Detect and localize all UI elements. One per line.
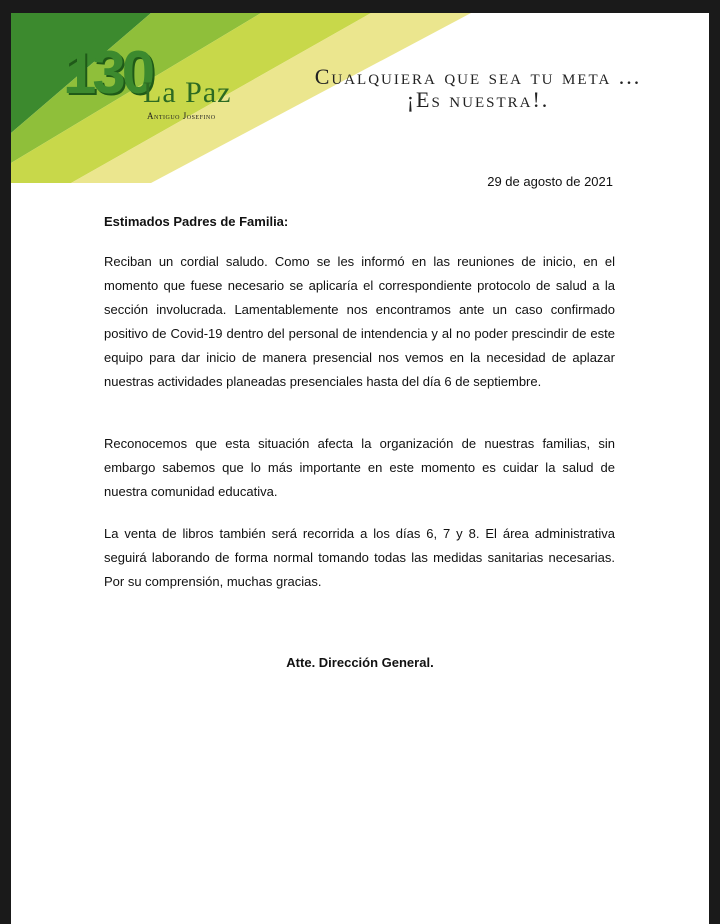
slogan-line-1: Cualquiera que sea tu meta ... <box>314 64 642 89</box>
school-logo <box>63 39 253 133</box>
letter-paragraph-2: Reconocemos que esta situación afecta la organización de nuestras familias, sin embargo sabemos que lo más importante en este momento es cuidar la salud de nuestra comunidad educativa. <box>104 436 615 499</box>
letter-greeting: Estimados Padres de Familia: <box>104 214 289 229</box>
letter-signature: Atte. Dirección General. <box>286 655 434 670</box>
logo-school-name: La Paz <box>143 76 232 109</box>
slogan-line-2: ¡Es nuestra!. <box>406 87 550 112</box>
letter-paragraph-3: La venta de libros también será recorrida a los días 6, 7 y 8. El área administrativa seguirá laborando de forma normal tomando todas las medidas sanitarias necesarias. Por su comprensión, muchas gracias. <box>104 526 615 589</box>
letter-page <box>11 13 709 924</box>
logo-subtitle: Antiguo Josefino <box>147 111 216 121</box>
logo-anniversary-number: 130 <box>63 39 152 106</box>
slogan <box>273 65 683 111</box>
letter-paragraph-1: Reciban un cordial saludo. Como se les informó en las reuniones de inicio, en el momento que fuese necesario se aplicaría el correspondiente protocolo de salud a la sección involucrada. Lamentablemente nos encontramos ante un caso confirmado positivo de Covid-19 dentro del personal de intendencia y al no poder prescindir de este equipo para dar inicio de manera presencial nos vemos en la necesidad de aplazar nuestras actividades planeadas presenciales hasta del día 6 de septiembre. <box>104 254 615 389</box>
letter-date: 29 de agosto de 2021 <box>487 174 613 189</box>
